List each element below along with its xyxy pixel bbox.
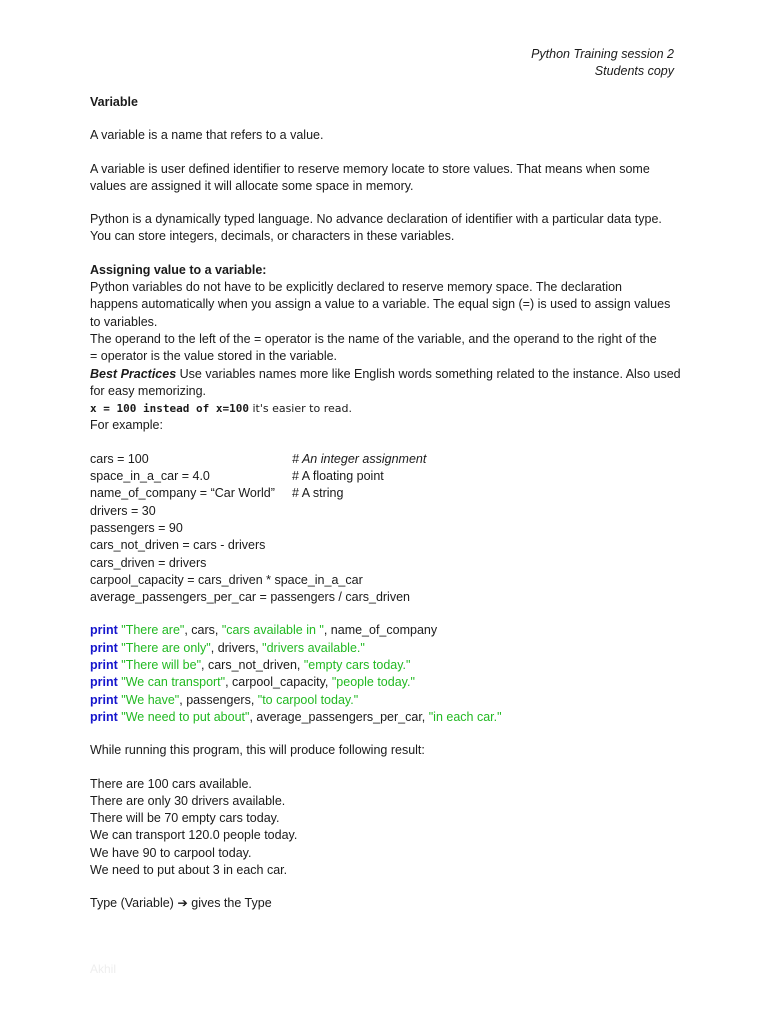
section-heading-assigning: Assigning value to a variable: bbox=[90, 262, 267, 277]
assign-text-l2: happens automatically when you assign a value to a variable. The equal sign (=) is used to assign values bbox=[90, 297, 671, 312]
string-literal: "empty cars today." bbox=[303, 658, 411, 673]
print-keyword: print bbox=[90, 692, 118, 707]
string-literal: "drivers available." bbox=[262, 640, 365, 655]
code-statement: cars_driven = drivers bbox=[90, 555, 207, 570]
output-line: We need to put about 3 in each car. bbox=[90, 862, 288, 877]
paragraph-typing-l1: Python is a dynamically typed language. No advance declaration of identifier with a particular data type. bbox=[90, 212, 662, 227]
print-line bbox=[90, 622, 690, 639]
code-statement: cars_not_driven = cars - drivers bbox=[90, 538, 266, 553]
output-line: There are only 30 drivers available. bbox=[90, 793, 286, 808]
paragraph-definition: A variable is a name that refers to a value. bbox=[90, 128, 324, 143]
print-keyword: print bbox=[90, 675, 118, 690]
best-practices-line bbox=[90, 366, 690, 383]
assign-text-l3: to variables. bbox=[90, 314, 158, 329]
arrow-right-icon: ➔ bbox=[177, 896, 188, 911]
code-line bbox=[90, 555, 690, 572]
for-example-label: For example: bbox=[90, 418, 163, 433]
print-line bbox=[90, 640, 690, 657]
best-practices-l2: for easy memorizing. bbox=[90, 383, 207, 398]
code-statement: name_of_company = “Car World” bbox=[90, 486, 275, 501]
code-args: , drivers, bbox=[210, 640, 263, 655]
code-line bbox=[90, 451, 690, 468]
paragraph-identifier-l1: A variable is user defined identifier to reserve memory locate to store values. That means when some bbox=[90, 161, 650, 176]
result-intro: While running this program, this will produce following result: bbox=[90, 743, 425, 758]
print-keyword: print bbox=[90, 623, 118, 638]
string-literal: "cars available in " bbox=[221, 623, 324, 638]
watermark: Akhil bbox=[90, 962, 117, 976]
output-line: We can transport 120.0 people today. bbox=[90, 828, 298, 843]
output-line: There will be 70 empty cars today. bbox=[90, 811, 280, 826]
paragraph-typing-l2: You can store integers, decimals, or characters in these variables. bbox=[90, 229, 455, 244]
print-line bbox=[90, 709, 690, 726]
code-comment: # A floating point bbox=[292, 469, 384, 484]
string-literal: "There will be" bbox=[121, 658, 202, 673]
page-header bbox=[531, 46, 674, 80]
print-line bbox=[90, 674, 690, 691]
assign-text-l1: Python variables do not have to be explicitly declared to reserve memory space. The declaration bbox=[90, 280, 623, 295]
output-line: There are 100 cars available. bbox=[90, 776, 252, 791]
print-keyword: print bbox=[90, 640, 118, 655]
code-comment: # An integer assignment bbox=[292, 451, 427, 466]
code-line bbox=[90, 589, 690, 606]
code-statement: passengers = 90 bbox=[90, 520, 183, 535]
code-statement: drivers = 30 bbox=[90, 503, 156, 518]
output-line: We have 90 to carpool today. bbox=[90, 845, 252, 860]
print-keyword: print bbox=[90, 709, 118, 724]
code-line bbox=[90, 520, 690, 537]
code-args: , cars, bbox=[184, 623, 222, 638]
section-heading-variable: Variable bbox=[90, 95, 138, 109]
type-text: Type (Variable) bbox=[90, 896, 178, 911]
code-assignments bbox=[90, 451, 690, 607]
readability-code: x = 100 instead of x=100 bbox=[90, 402, 249, 416]
print-line bbox=[90, 692, 690, 709]
code-comment: # A string bbox=[292, 486, 344, 501]
assign-text-l4: The operand to the left of the = operator is the name of the variable, and the operand to the right of the bbox=[90, 331, 657, 346]
code-args: , average_passengers_per_car, bbox=[249, 709, 429, 724]
string-literal: "We can transport" bbox=[121, 675, 226, 690]
readability-line bbox=[90, 400, 690, 417]
header-subtitle: Students copy bbox=[594, 64, 674, 78]
string-literal: "We have" bbox=[121, 692, 180, 707]
code-statement: space_in_a_car = 4.0 bbox=[90, 469, 210, 484]
readability-text: it's easier to read. bbox=[248, 402, 352, 416]
code-statement: cars = 100 bbox=[90, 451, 149, 466]
best-practices-text: Use variables names more like English words something related to the instance. Also used bbox=[176, 366, 681, 381]
program-output bbox=[90, 776, 690, 880]
code-line bbox=[90, 485, 690, 502]
code-args: , passengers, bbox=[179, 692, 258, 707]
code-args: , carpool_capacity, bbox=[225, 675, 332, 690]
assign-text-l5: = operator is the value stored in the variable. bbox=[90, 349, 338, 364]
type-rest: gives the Type bbox=[187, 896, 272, 911]
paragraph-identifier-l2: values are assigned it will allocate some space in memory. bbox=[90, 178, 414, 193]
type-line bbox=[90, 895, 690, 912]
code-statement: carpool_capacity = cars_driven * space_in_a_car bbox=[90, 572, 363, 587]
code-statement: average_passengers_per_car = passengers / cars_driven bbox=[90, 590, 410, 605]
code-args: , cars_not_driven, bbox=[201, 658, 304, 673]
code-line bbox=[90, 503, 690, 520]
string-literal: "There are" bbox=[121, 623, 185, 638]
string-literal: "in each car." bbox=[428, 709, 502, 724]
string-literal: "to carpool today." bbox=[257, 692, 359, 707]
code-line bbox=[90, 572, 690, 589]
document-body bbox=[90, 94, 690, 913]
code-args: , name_of_company bbox=[323, 623, 438, 638]
string-literal: "people today." bbox=[331, 675, 415, 690]
print-keyword: print bbox=[90, 658, 118, 673]
best-practices-label: Best Practices bbox=[90, 366, 177, 381]
string-literal: "There are only" bbox=[121, 640, 211, 655]
header-title: Python Training session 2 bbox=[531, 47, 674, 61]
code-line bbox=[90, 468, 690, 485]
string-literal: "We need to put about" bbox=[121, 709, 250, 724]
print-line bbox=[90, 657, 690, 674]
code-line bbox=[90, 537, 690, 554]
code-prints bbox=[90, 622, 690, 726]
